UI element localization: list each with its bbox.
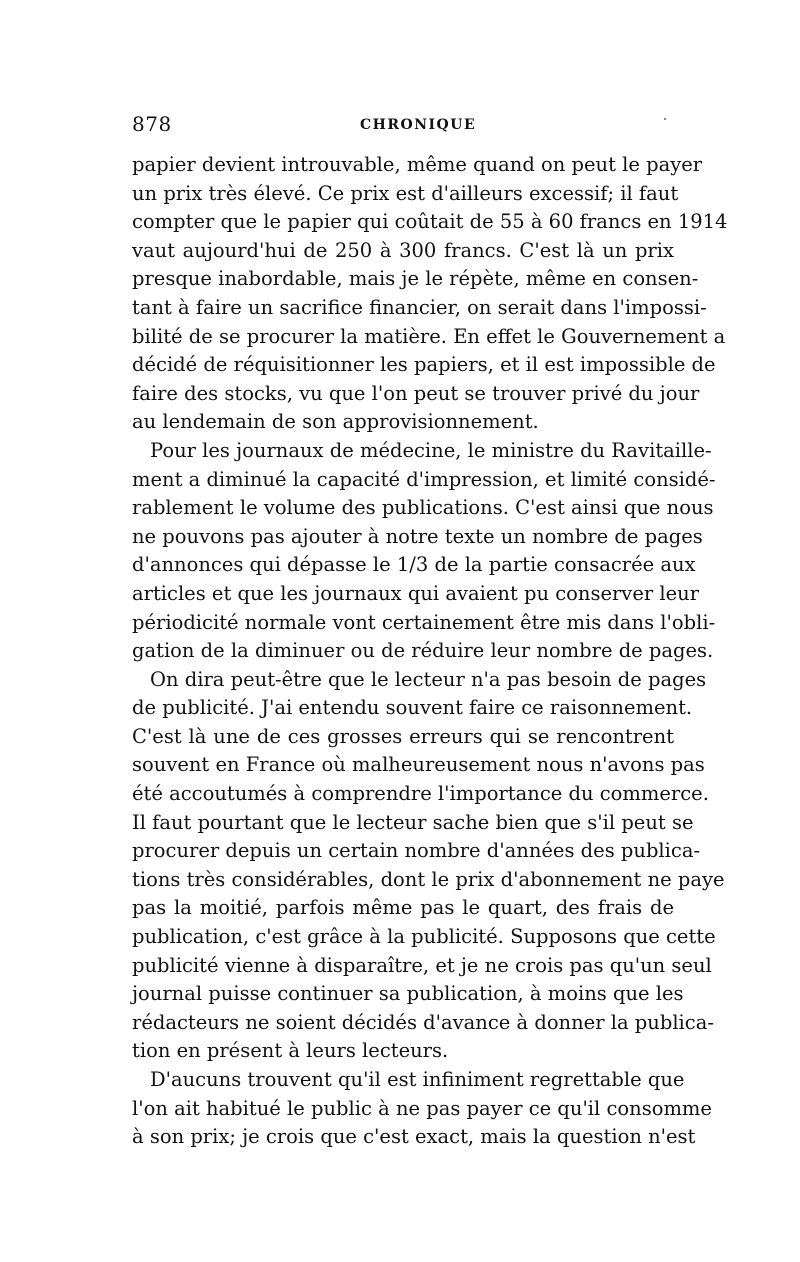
- text-line: vaut aujourd'hui de 250 à 300 francs. C'est là un prix: [132, 238, 674, 262]
- text-line: ment a diminué la capacité d'impression, et limité considé-: [132, 467, 716, 491]
- text-line: procurer depuis un certain nombre d'années des publica-: [132, 839, 701, 863]
- text-line: périodicité normale vont certainement être mis dans l'obli-: [132, 610, 716, 634]
- text-line: rédacteurs ne soient décidés d'avance à donner la publica-: [132, 1010, 714, 1034]
- text-line: au lendemain de son approvisionnement.: [132, 410, 539, 434]
- text-line: journal puisse continuer sa publication, à moins que les: [132, 982, 684, 1006]
- text-line: compter que le papier qui coûtait de 55 à 60 francs en 1914: [132, 210, 728, 234]
- text-line: ne pouvons pas ajouter à notre texte un nombre de pages: [132, 524, 703, 548]
- text-line: tion en présent à leurs lecteurs.: [132, 1039, 449, 1063]
- text-line: pas la moitié, parfois même pas le quart, des frais de: [132, 896, 674, 920]
- paragraph-start-line: Pour les journaux de médecine, le ministre du Ravitaille-: [150, 438, 712, 462]
- text-line: publicité vienne à disparaître, et je ne crois pas qu'un seul: [132, 953, 712, 977]
- text-line: de publicité. J'ai entendu souvent faire ce raisonnement.: [132, 696, 693, 720]
- text-line: articles et que les journaux qui avaient pu conserver leur: [132, 581, 700, 605]
- text-line: bilité de se procurer la matière. En effet le Gouvernement a: [132, 324, 726, 348]
- text-line: C'est là une de ces grosses erreurs qui se rencontrent: [132, 724, 674, 748]
- text-line: presque inabordable, mais je le répète, même en consen-: [132, 267, 699, 291]
- text-line: tions très considérables, dont le prix d'abonnement ne paye: [132, 867, 725, 891]
- text-line: papier devient introuvable, même quand on peut le payer: [132, 153, 703, 176]
- text-line: souvent en France où malheureusement nous n'avons pas: [132, 753, 705, 777]
- text-line: Il faut pourtant que le lecteur sache bien que s'il peut se: [132, 810, 694, 834]
- body-text: [132, 151, 728, 1152]
- page-number: 878: [132, 112, 172, 136]
- text-line: publication, c'est grâce à la publicité. Supposons que cette: [132, 925, 716, 949]
- text-line: rablement le volume des publications. C'est ainsi que nous: [132, 496, 714, 520]
- text-line: été accoutumés à comprendre l'importance du commerce.: [132, 782, 709, 806]
- text-line: d'annonces qui dépasse le 1/3 de la partie consacrée aux: [132, 553, 696, 577]
- paragraph-start-line: On dira peut-être que le lecteur n'a pas besoin de pages: [150, 667, 707, 691]
- text-line: décidé de réquisitionner les papiers, et il est impossible de: [132, 353, 716, 377]
- paragraph-start-line: D'aucuns trouvent qu'il est infiniment regrettable que: [150, 1068, 685, 1091]
- text-line: un prix très élevé. Ce prix est d'ailleurs excessif; il faut: [132, 181, 679, 205]
- text-line: tant à faire un sacrifice financier, on serait dans l'impossi-: [132, 295, 707, 319]
- text-line: gation de la diminuer ou de réduire leur nombre de pages.: [132, 639, 714, 663]
- text-line: à son prix; je crois que c'est exact, mais la question n'est: [132, 1125, 696, 1149]
- running-title: CHRONIQUE: [360, 117, 477, 133]
- page-header: [132, 112, 674, 142]
- text-line: l'on ait habitué le public à ne pas payer ce qu'il consomme: [132, 1096, 712, 1120]
- text-line: faire des stocks, vu que l'on peut se trouver privé du jour: [132, 381, 700, 405]
